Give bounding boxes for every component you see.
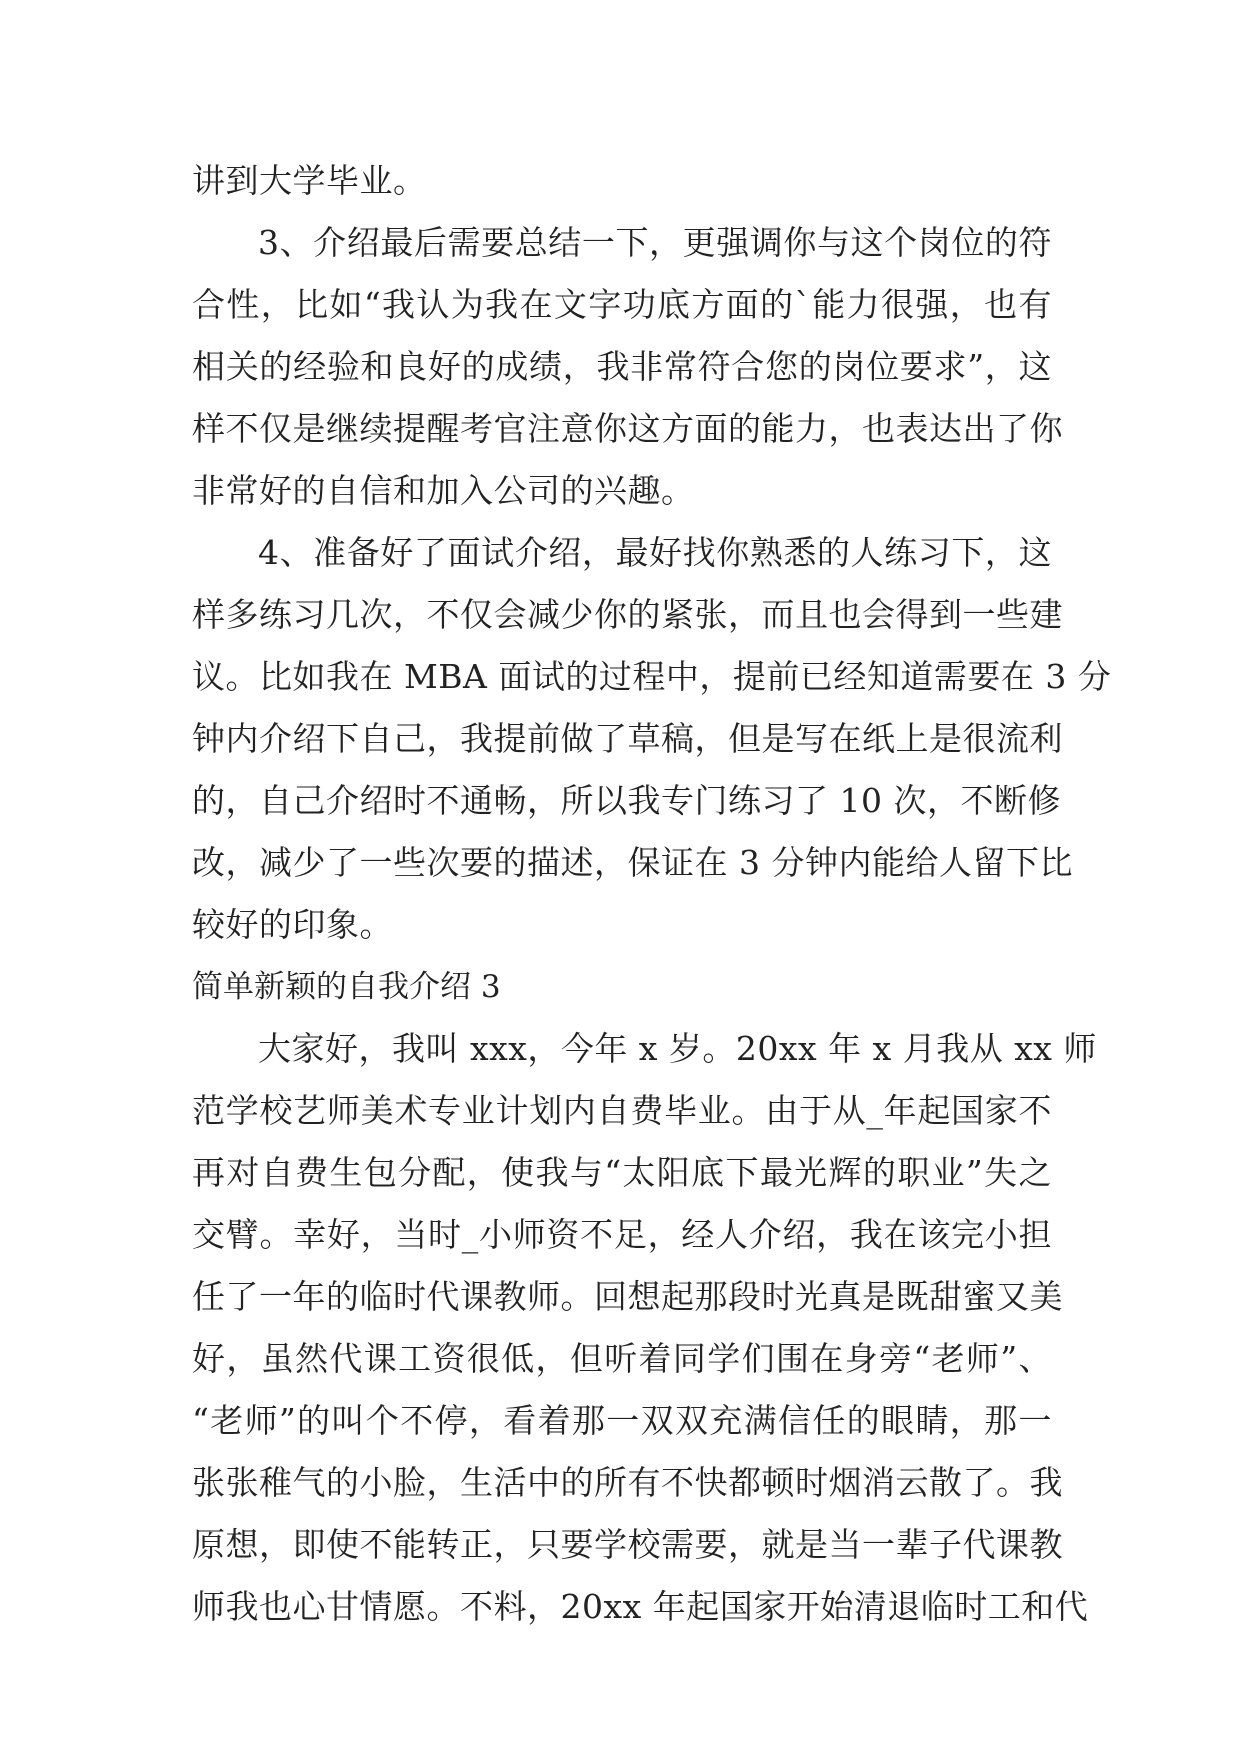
text-line: 张张稚气的小脸，生活中的所有不快都顿时烟消云散了。我 (192, 1463, 1063, 1502)
text-line: 范学校艺师美术专业计划内自费毕业。由于从_年起国家不 (192, 1091, 1052, 1130)
text-line: 改，减少了一些次要的描述，保证在 3 分钟内能给人留下比 (192, 843, 1073, 882)
text-line: 再对自费生包分配，使我与“太阳底下最光辉的职业”失之 (192, 1153, 1052, 1192)
text-line: 讲到大学毕业。 (192, 161, 427, 200)
text-line: 大家好，我叫 xxx，今年 x 岁。20xx 年 x 月我从 xx 师 (258, 1029, 1097, 1068)
text-line: 交臂。幸好，当时_小师资不足，经人介绍，我在该完小担 (192, 1215, 1052, 1254)
text-line: 任了一年的临时代课教师。回想起那段时光真是既甜蜜又美 (192, 1277, 1063, 1316)
text-line: 的，自己介绍时不通畅，所以我专门练习了 10 次，不断修 (192, 781, 1061, 820)
document-page (192, 150, 1112, 1638)
text-line: 3、介绍最后需要总结一下，更强调你与这个岗位的符 (258, 223, 1052, 262)
text-line: 钟内介绍下自己，我提前做了草稿，但是写在纸上是很流利 (192, 719, 1063, 758)
text-line: 好，虽然代课工资很低，但听着同学们围在身旁“老师”、 (192, 1339, 1052, 1378)
paragraph-self-introduction (192, 1018, 1097, 1638)
text-line: 样多练习几次，不仅会减少你的紧张，而且也会得到一些建 (192, 595, 1063, 634)
text-line: 相关的经验和良好的成绩，我非常符合您的岗位要求”，这 (192, 347, 1052, 386)
text-line: 4、准备好了面试介绍，最好找你熟悉的人练习下，这 (258, 533, 1052, 572)
text-line: 较好的印象。 (192, 905, 393, 944)
text-line: 非常好的自信和加入公司的兴趣。 (192, 471, 695, 510)
paragraph-practice-tip (192, 522, 1112, 956)
text-line: 议。比如我在 MBA 面试的过程中，提前已经知道需要在 3 分 (192, 657, 1112, 696)
text-line: 师我也心甘情愿。不料，20xx 年起国家开始清退临时工和代 (192, 1587, 1089, 1626)
section-heading: 简单新颖的自我介绍 3 (192, 969, 501, 1005)
text-line: “老师”的叫个不停，看着那一双双充满信任的眼睛，那一 (192, 1401, 1052, 1440)
text-line: 合性，比如“我认为我在文字功底方面的`能力很强，也有 (192, 285, 1052, 324)
text-line: 样不仅是继续提醒考官注意你这方面的能力，也表达出了你 (192, 409, 1063, 448)
paragraph-summary-tip (192, 212, 1063, 522)
paragraph-continuation (192, 150, 1052, 212)
text-line: 原想，即使不能转正，只要学校需要，就是当一辈子代课教 (192, 1525, 1063, 1564)
